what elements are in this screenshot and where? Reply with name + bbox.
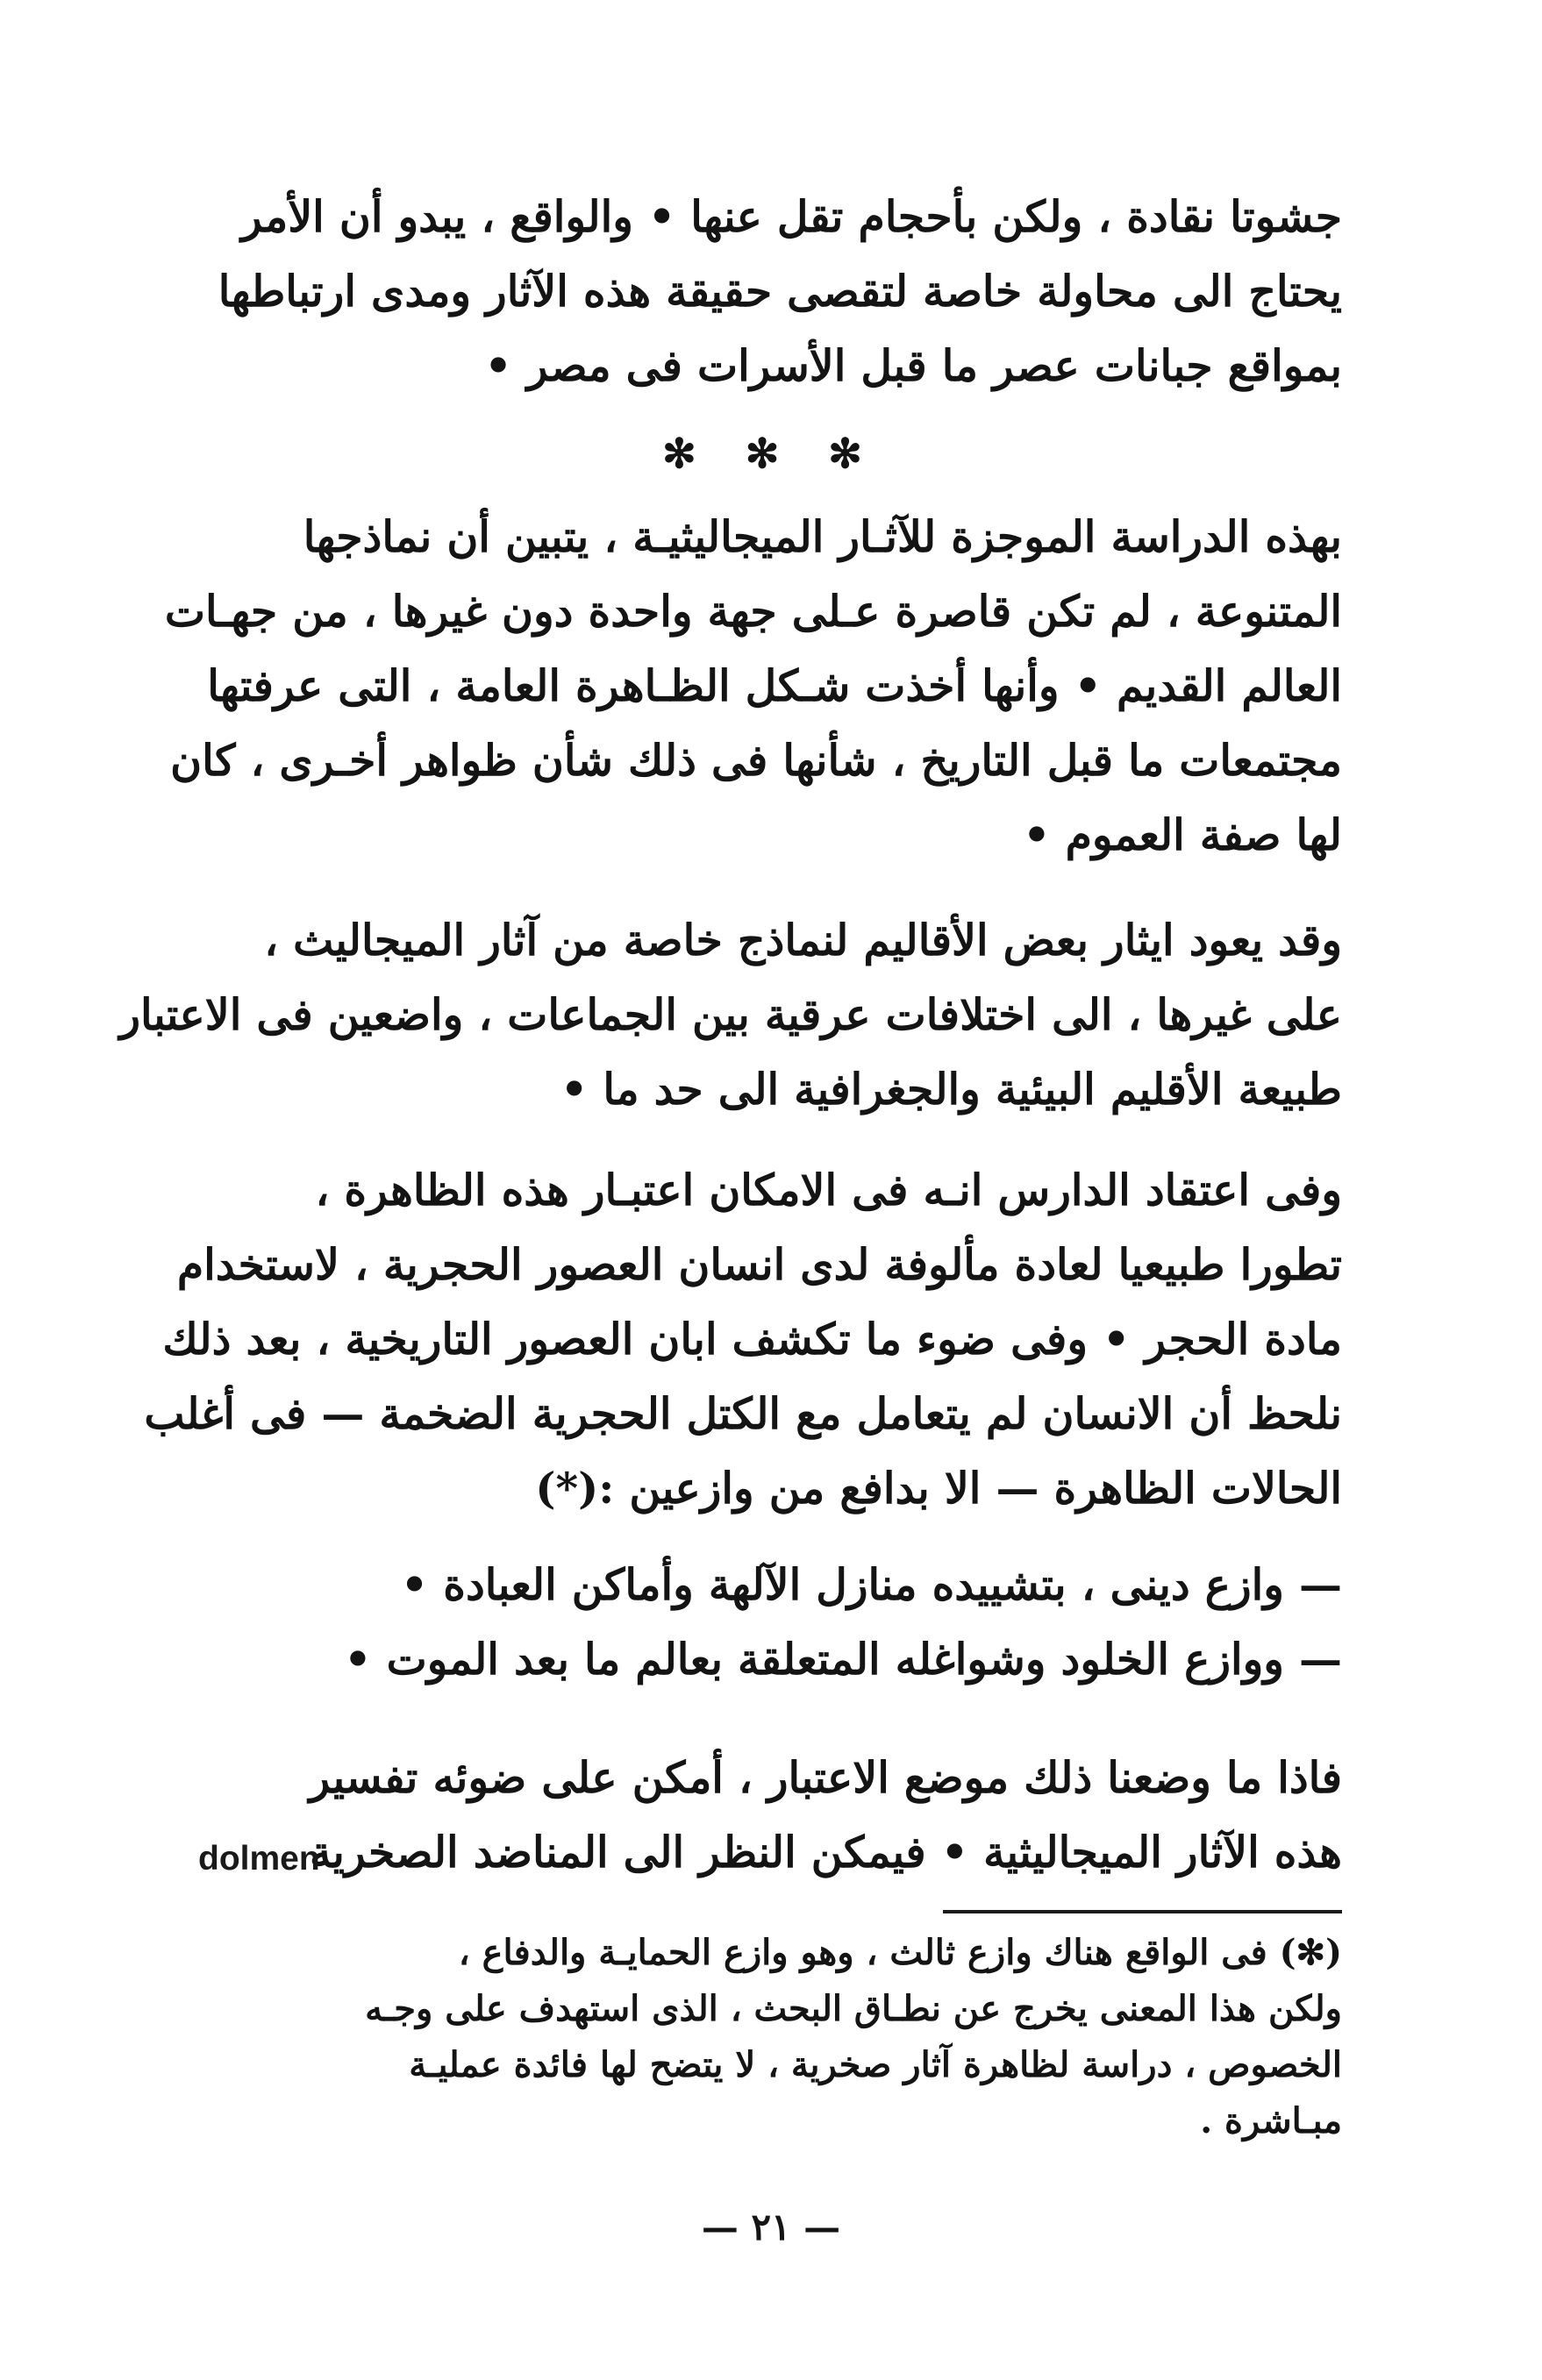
text-line: المتنوعة ، لم تكن قاصرة عـلى جهة واحدة دون غيرها ، من جهـات [164, 586, 1342, 637]
text-line: على غيرها ، الى اختلافات عرقية بين الجماعات ، واضعين فى الاعتبار [119, 989, 1342, 1040]
text-line: الحالات الظاهرة — الا بدافع من وازعين :(*) [535, 1463, 1342, 1514]
list-item: — ووازع الخلود وشواغله المتعلقة بعالم ما بعد الموت • [344, 1634, 1342, 1685]
footnote-line: الخصوص ، دراسة لظاهرة آثار صخرية ، لا يتضح لها فائدة عمليـة [409, 2044, 1342, 2085]
latin-term-dolmen: dolmen [198, 1840, 320, 1878]
text-line: وقد يعود ايثار بعض الأقاليم لنماذج خاصة من آثار الميجاليث ، [264, 915, 1342, 966]
text-line: نلحظ أن الانسان لم يتعامل مع الكتل الحجرية الضخمة — فى أغلب [144, 1388, 1342, 1439]
text-line: هذه الآثار الميجاليثية • فيمكن النظر الى المناضد الصخرية [310, 1827, 1342, 1878]
text-line: بمواقع جبانات عصر ما قبل الأسرات فى مصر • [484, 340, 1342, 391]
text-line: طبيعة الأقليم البيئية والجغرافية الى حد ما • [560, 1064, 1342, 1115]
text-line: جشوتا نقادة ، ولكن بأحجام تقل عنها • والواقع ، يبدو أن الأمر [240, 191, 1342, 242]
text-line: يحتاج الى محاولة خاصة لتقصى حقيقة هذه الآثار ومدى ارتباطها [218, 266, 1342, 317]
text-line: مادة الحجر • وفى ضوء ما تكشف ابان العصور التاريخية ، بعد ذلك [162, 1314, 1342, 1365]
paragraph-1 [180, 180, 1342, 403]
text-line: فاذا ما وضعنا ذلك موضع الاعتبار ، أمكن على ضوئه تفسير [309, 1752, 1342, 1803]
paragraph-4 [144, 1153, 1342, 1526]
footnote-divider [943, 1910, 1342, 1913]
footnote-line: مبـاشرة . [1200, 2100, 1342, 2141]
text-line: مجتمعات ما قبل التاريخ ، شأنها فى ذلك شأن ظواهر أخـرى ، كان [170, 735, 1342, 786]
footnote [180, 1925, 1342, 2149]
footnote-line: ولكن هذا المعنى يخرج عن نطـاق البحث ، الذى استهدف على وجـه [365, 1988, 1342, 2029]
text-line: بهذه الدراسة الموجزة للآثـار الميجاليثيـة ، يتبين أن نماذجها [303, 511, 1342, 562]
text-line: تطورا طبيعيا لعادة مألوفة لدى انسان العصور الحجرية ، لاستخدام [176, 1239, 1342, 1290]
section-separator: ✻ ✻ ✻ [662, 430, 880, 477]
text-line: لها صفة العموم • [1023, 809, 1342, 860]
page-number: — ٢١ — [701, 2205, 841, 2248]
text-line: العالم القديم • وأنها أخذت شـكل الظـاهرة العامة ، التى عرفتها [207, 660, 1342, 711]
footnote-line: (✻) فى الواقع هناك وازع ثالث ، وهو وازع الحمايـة والدفاع ، [458, 1932, 1342, 1973]
list-item: — وازع دينى ، بتشييده منازل الآلهة وأماكن العبادة • [400, 1559, 1342, 1610]
paragraph-3 [119, 903, 1342, 1127]
text-line: وفى اعتقاد الدارس انـه فى الامكان اعتبـار هذه الظاهرة ، [315, 1165, 1342, 1215]
paragraph-2 [164, 500, 1342, 873]
dash-list [180, 1548, 1342, 1697]
paragraph-5 [180, 1741, 1342, 1890]
